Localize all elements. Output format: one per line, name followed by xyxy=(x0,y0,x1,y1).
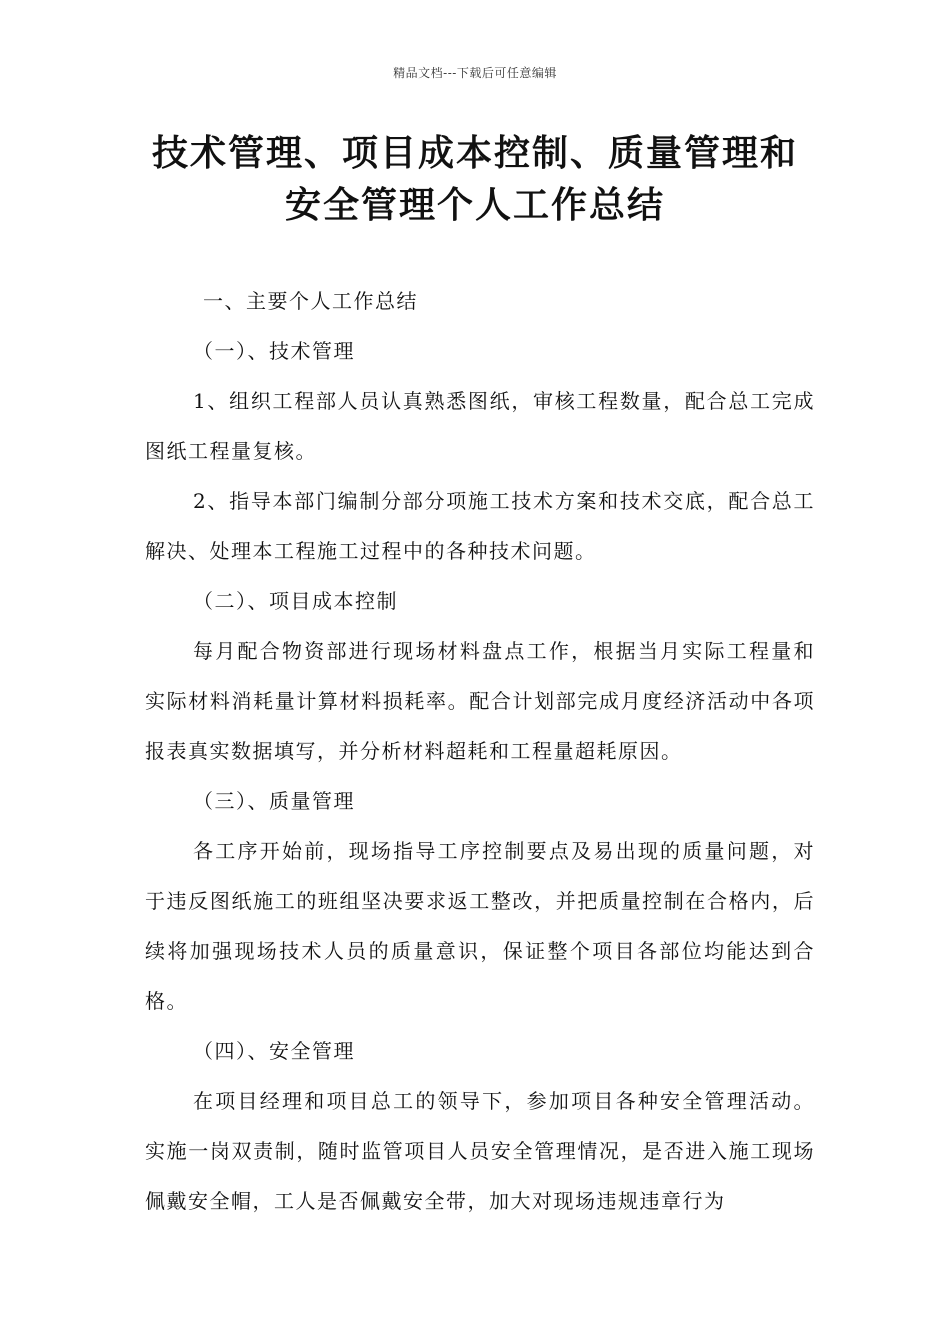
cost-paragraph: 每月配合物资部进行现场材料盘点工作，根据当月实际工程量和实际材料消耗量计算材料损耗率。配合计划部完成月度经济活动中各项报表真实数据填写，并分析材料超耗和工程量超耗原因。 xyxy=(145,639,815,763)
document-body xyxy=(145,276,815,1226)
page-header: 精品文档---下载后可任意编辑 xyxy=(393,66,557,80)
main-section-heading: 一、主要个人工作总结 xyxy=(203,289,418,313)
title-line-1: 技术管理、项目成本控制、质量管理和 xyxy=(151,133,798,174)
quality-paragraph: 各工序开始前，现场指导工序控制要点及易出现的质量问题，对于违反图纸施工的班组坚决要求返工整改，并把质量控制在合格内，后续将加强现场技术人员的质量意识，保证整个项目各部位均能达到合格。 xyxy=(145,839,815,1013)
technical-item-1: 1、组织工程部人员认真熟悉图纸，审核工程数量，配合总工完成图纸工程量复核。 xyxy=(145,389,815,463)
safety-paragraph: 在项目经理和项目总工的领导下，参加项目各种安全管理活动。实施一岗双责制，随时监管项目人员安全管理情况，是否进入施工现场佩戴安全帽，工人是否佩戴安全带，加大对现场违规违章行为 xyxy=(145,1089,815,1213)
quality-heading: （三）、质量管理 xyxy=(193,789,355,813)
safety-heading: （四）、安全管理 xyxy=(193,1039,355,1063)
document-title xyxy=(120,128,830,232)
technical-item-2: 2、指导本部门编制分部分项施工技术方案和技术交底，配合总工解决、处理本工程施工过程中的各种技术问题。 xyxy=(145,489,815,563)
title-line-2: 安全管理个人工作总结 xyxy=(284,185,665,226)
cost-heading: （二）、项目成本控制 xyxy=(193,589,398,613)
technical-heading: （一）、技术管理 xyxy=(193,339,355,363)
